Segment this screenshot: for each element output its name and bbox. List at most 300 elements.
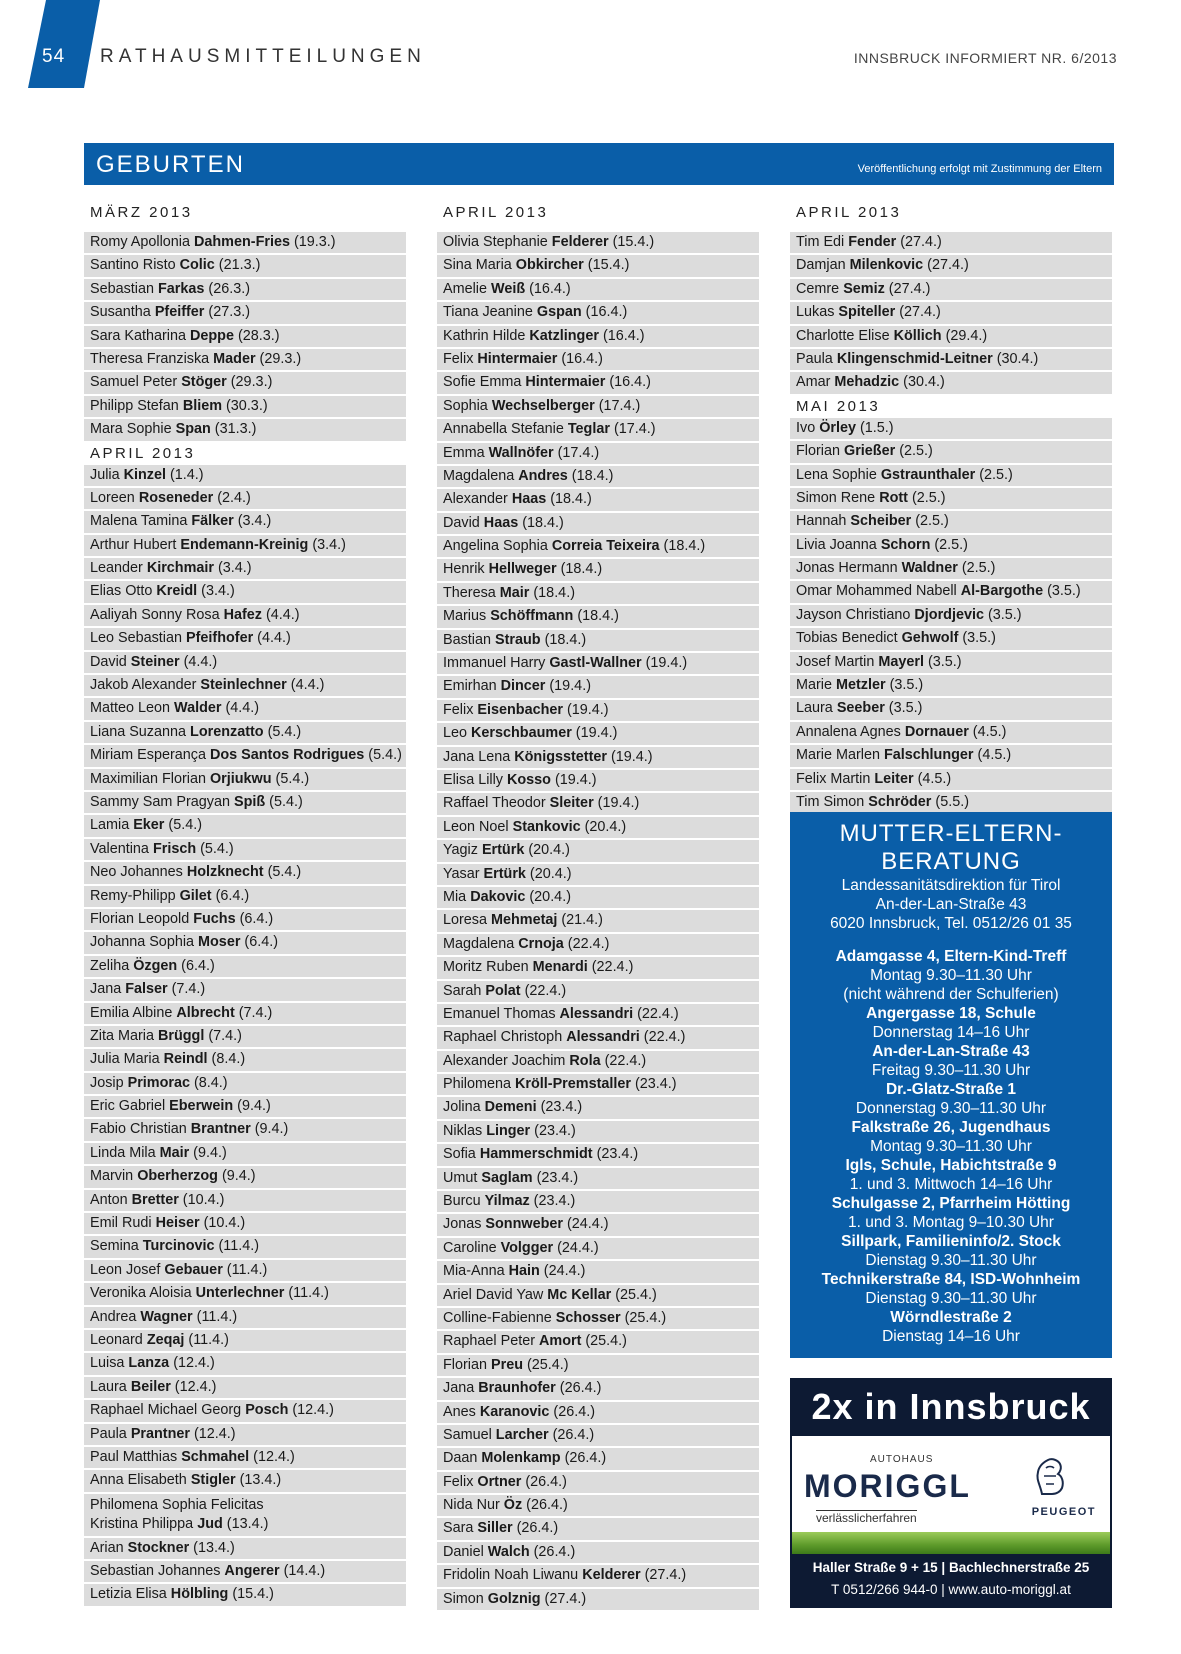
mb-location-time: 1. und 3. Mittwoch 14–16 Uhr: [849, 1176, 1053, 1193]
birth-date: (22.4.): [587, 959, 634, 976]
birth-entry: [437, 1402, 759, 1423]
surname: Djordjevic: [914, 606, 984, 623]
given-names: Lena Sophie: [796, 466, 881, 483]
surname: Al-Bargothe: [960, 583, 1044, 600]
mb-location-time: Donnerstag 9.30–11.30 Uhr: [855, 1100, 1047, 1117]
mb-location-time: (nicht während der Schulferien): [843, 986, 1059, 1003]
given-names: Julia Maria: [90, 1051, 164, 1068]
birth-entry: [437, 583, 759, 604]
given-names: Angelina Sophia: [443, 538, 552, 555]
birth-entry: [790, 581, 1112, 602]
birth-entry: [84, 698, 406, 719]
birth-entry: [84, 1026, 406, 1047]
birth-entry: [437, 1004, 759, 1025]
mb-location-name: Adamgasse 4, Eltern-Kind-Treff: [835, 948, 1067, 965]
birth-entry: [84, 769, 406, 790]
given-names: Felix: [443, 1473, 478, 1490]
given-names: Sina Maria: [443, 257, 516, 274]
given-names: Amar: [796, 374, 835, 391]
birth-date: (6.4.): [211, 887, 250, 904]
section-title: RATHAUSMITTEILUNGEN: [100, 46, 426, 67]
birth-date: (23.4.): [592, 1146, 639, 1163]
birth-date: (26.4.): [521, 1473, 567, 1490]
birth-entry: [790, 418, 1112, 439]
surname: Özgen: [133, 957, 178, 974]
birth-entry: [84, 792, 406, 813]
given-names: Felix Martin: [796, 770, 875, 787]
given-names: Jonas: [443, 1216, 486, 1233]
birth-entry: [437, 934, 759, 955]
surname: Heiser: [155, 1215, 200, 1232]
surname: Correia Teixeira: [551, 538, 660, 555]
given-names: Emma: [443, 444, 489, 461]
birth-entry: [437, 1144, 759, 1165]
birth-entry: [437, 1589, 759, 1610]
birth-entry: [437, 559, 759, 580]
given-names: Theresa Franziska: [90, 350, 214, 367]
birth-date: (2.5.): [975, 466, 1013, 483]
birth-entry: [84, 1096, 406, 1117]
birth-entry: [437, 396, 759, 417]
surname: Metzler: [835, 677, 886, 694]
birth-entry: [437, 255, 759, 276]
surname: Hafez: [223, 606, 262, 623]
birth-date: (12.4.): [170, 1378, 217, 1395]
birth-date: (10.4.): [178, 1191, 225, 1208]
birth-date: (25.4.): [581, 1333, 627, 1350]
surname: Hintermaier: [477, 350, 558, 367]
given-names: Leo: [443, 725, 472, 742]
birth-entry: [437, 817, 759, 838]
given-names: Marie Marlen: [796, 747, 884, 764]
birth-date: (26.4.): [555, 1380, 602, 1397]
given-names: Jakob Alexander: [90, 677, 201, 694]
birth-entry: [790, 255, 1112, 276]
surname: Stigler: [190, 1472, 236, 1489]
birth-date: (5.4.): [196, 840, 234, 857]
given-names: Yagiz: [443, 842, 482, 859]
given-names: Maximilian Florian: [90, 770, 210, 787]
mb-title-line-2: BERATUNG: [881, 848, 1021, 875]
birth-date: (17.4.): [609, 421, 656, 438]
given-names: Daan: [443, 1450, 482, 1467]
birth-date: (30.4.): [992, 350, 1039, 367]
birth-date: (3.5.): [885, 677, 924, 694]
birth-date: (29.3.): [255, 350, 302, 367]
given-names: Kathrin Hilde: [443, 327, 530, 344]
birth-date: (5.4.): [265, 793, 303, 810]
birth-date: (11.4.): [284, 1285, 329, 1302]
given-names: Cemre: [796, 280, 844, 297]
surname: Pfeifhofer: [186, 630, 254, 647]
mutter-eltern-beratung-box: [790, 812, 1112, 1358]
surname: Gspan: [536, 304, 582, 321]
birth-entry: [84, 815, 406, 836]
surname: Alessandri: [566, 1029, 640, 1046]
given-names: Valentina: [90, 840, 153, 857]
birth-date: (27.4.): [640, 1567, 687, 1584]
birth-entry: [437, 1448, 759, 1469]
surname: Kirchmair: [146, 560, 214, 577]
given-names: Marvin: [90, 1168, 138, 1185]
given-names: Zita Maria: [90, 1027, 158, 1044]
ad-address: Haller Straße 9 + 15 | Bachlechnerstraße 25: [812, 1560, 1090, 1575]
birth-list: [84, 465, 406, 1606]
birth-date: (15.4.): [608, 234, 655, 250]
birth-entry: [790, 279, 1112, 300]
surname: Polat: [485, 982, 521, 999]
mb-location-name: Angergasse 18, Schule: [866, 1005, 1036, 1022]
birth-date: (26.4.): [522, 1497, 568, 1514]
given-names: Tiana Jeanine: [443, 304, 537, 321]
surname: Haas: [511, 491, 547, 508]
birth-date: (23.4.): [529, 1193, 576, 1210]
birth-entry: [84, 326, 406, 347]
surname: Fälker: [191, 513, 234, 530]
mb-location-time: Dienstag 9.30–11.30 Uhr: [865, 1252, 1037, 1269]
birth-date: (13.4.): [222, 1515, 269, 1532]
birth-entry: [437, 676, 759, 697]
surname: Stankovic: [512, 818, 581, 835]
birth-date: (15.4.): [583, 257, 630, 274]
birth-entry: [84, 1538, 406, 1559]
given-names: Mia-Anna: [443, 1263, 509, 1280]
birth-entry: [84, 1400, 406, 1421]
birth-date: (19.4.): [562, 701, 609, 718]
birth-entry: [437, 700, 759, 721]
birth-date: (19.4.): [545, 678, 591, 695]
given-names: Fabio Christian: [90, 1121, 191, 1138]
surname: Fuchs: [193, 910, 236, 927]
birth-entry: [790, 792, 1112, 813]
birth-entry: [84, 558, 406, 579]
birth-entry: [84, 1584, 406, 1605]
surname: Wallnöfer: [488, 444, 554, 461]
birth-date: (9.4.): [250, 1121, 289, 1138]
birth-date: (2.5.): [895, 443, 933, 460]
birth-date: (19.4.): [606, 748, 653, 765]
birth-entry: [437, 443, 759, 464]
given-names: Livia Joanna: [796, 536, 881, 553]
surname: Scheiber: [850, 513, 912, 530]
birth-list: [790, 232, 1112, 394]
birth-date: (5.4.): [364, 747, 402, 764]
banner-title: GEBURTEN: [96, 151, 245, 178]
given-names: Annalena Agnes: [796, 723, 905, 740]
given-names: Caroline: [443, 1239, 501, 1256]
surname: Kelderer: [582, 1567, 641, 1584]
surname: Mader: [213, 350, 256, 367]
surname: Dakovic: [470, 888, 526, 905]
given-names: Charlotte Elise: [796, 327, 894, 344]
births-column-2: [437, 198, 759, 1612]
surname: Dornauer: [904, 723, 969, 740]
given-names: Laura: [796, 700, 837, 717]
given-names: Raffael Theodor: [443, 795, 550, 812]
given-names: Daniel: [443, 1543, 488, 1560]
birth-list: [790, 418, 1112, 814]
given-names: Alexander: [443, 491, 512, 508]
surname: Wagner: [140, 1308, 193, 1325]
surname: Leiter: [874, 770, 914, 787]
birth-date: (5.4.): [263, 723, 302, 740]
birth-date: (27.4.): [884, 280, 931, 297]
given-names: Raphael Christoph: [443, 1029, 567, 1046]
given-names: Samuel: [443, 1426, 496, 1443]
birth-date: (9.4.): [217, 1168, 256, 1185]
birth-entry: [437, 232, 759, 253]
birth-date: (27.3.): [204, 304, 250, 321]
mb-location-name: Igls, Schule, Habichtstraße 9: [845, 1157, 1057, 1174]
birth-list: [84, 232, 406, 441]
mb-location-name: Falkstraße 26, Jugendhaus: [851, 1119, 1051, 1136]
given-names: Florian: [796, 443, 844, 460]
birth-date: (27.4.): [540, 1590, 587, 1607]
birth-date: (12.4.): [249, 1448, 295, 1465]
birth-date: (3.4.): [197, 583, 235, 600]
given-names: Susantha: [90, 304, 155, 321]
given-names: Tim Simon: [796, 793, 869, 810]
given-names: Santino Risto: [90, 257, 180, 274]
birth-entry: [437, 793, 759, 814]
birth-date: (5.4.): [164, 817, 203, 834]
births-banner: [84, 143, 1114, 185]
surname: Waldner: [901, 560, 958, 577]
month-heading: APRIL 2013: [90, 444, 196, 462]
birth-date: (30.4.): [899, 374, 945, 391]
surname: Walder: [174, 700, 222, 717]
birth-date: (26.4.): [548, 1426, 595, 1443]
birth-entry: [790, 769, 1112, 790]
birth-entry: [437, 1308, 759, 1329]
given-names: Sara Katharina: [90, 327, 190, 344]
birth-entry: [437, 372, 759, 393]
birth-date: (21.3.): [214, 257, 261, 274]
given-names: Emil Rudi: [90, 1215, 156, 1232]
birth-date: (26.3.): [204, 280, 251, 297]
birth-entry: [790, 488, 1112, 509]
given-names: Eric Gabriel: [90, 1098, 170, 1115]
given-names: Burcu: [443, 1193, 485, 1210]
birth-date: (20.4.): [525, 888, 571, 905]
birth-entry: [84, 1003, 406, 1024]
surname: Spiß: [233, 793, 266, 810]
birth-date: (18.4.): [546, 491, 592, 508]
birth-date: (19.3.): [289, 234, 336, 250]
given-names: Andrea: [90, 1308, 141, 1325]
birth-entry: [84, 605, 406, 626]
given-names: Magdalena: [443, 935, 519, 952]
surname: Ortner: [477, 1473, 522, 1490]
surname: Gstraunthaler: [880, 466, 976, 483]
surname: Dahmen-Fries: [194, 234, 290, 250]
birth-entry: [84, 1424, 406, 1445]
surname: Falser: [125, 981, 168, 998]
birth-entry: [437, 1542, 759, 1563]
birth-entry: [84, 909, 406, 930]
birth-entry: [790, 511, 1112, 532]
birth-entry: [84, 372, 406, 393]
surname: Jud: [197, 1515, 223, 1532]
birth-entry: [84, 1190, 406, 1211]
birth-date: (17.4.): [594, 397, 641, 414]
surname: Weiß: [491, 280, 526, 297]
mb-location-time: Freitag 9.30–11.30 Uhr: [871, 1062, 1031, 1079]
given-names: Philipp Stefan: [90, 397, 183, 414]
mb-location-name: Sillpark, Familieninfo/2. Stock: [841, 1233, 1061, 1250]
surname: Menardi: [532, 959, 588, 976]
birth-date: (4.5.): [968, 723, 1007, 740]
given-names: Lamia: [90, 817, 134, 834]
given-names: Marius: [443, 608, 491, 625]
birth-entry: [437, 653, 759, 674]
surname: Örley: [819, 419, 857, 436]
birth-date: (3.5.): [884, 700, 923, 717]
given-names: Elias Otto: [90, 583, 157, 600]
given-names: Florian Leopold: [90, 910, 194, 927]
birth-entry: [84, 1330, 406, 1351]
surname: Mc Kellar: [547, 1286, 612, 1303]
surname: Köllich: [893, 327, 942, 344]
given-names: Omar Mohammed Nabell: [796, 583, 961, 600]
given-names: Felix: [443, 701, 478, 718]
given-names: Emanuel Thomas: [443, 1005, 560, 1022]
given-names: Theresa: [443, 584, 500, 601]
birth-entry: [84, 1213, 406, 1234]
moriggl-ad[interactable]: [790, 1378, 1112, 1608]
given-names: Arthur Hubert: [90, 536, 181, 553]
given-names: Paula: [90, 1425, 131, 1442]
given-names: Mara Sophie: [90, 421, 176, 438]
birth-entry: [84, 1307, 406, 1328]
surname: Primorac: [127, 1074, 190, 1091]
surname: Siller: [477, 1520, 513, 1537]
birth-date: (12.4.): [169, 1355, 215, 1372]
birth-date: (30.3.): [222, 397, 268, 414]
mb-location-time: Donnerstag 14–16 Uhr: [872, 1024, 1030, 1041]
birth-date: (22.4.): [520, 982, 567, 999]
given-names: Raphael Michael Georg: [90, 1402, 246, 1419]
surname: Brüggl: [157, 1027, 205, 1044]
surname: Dos Santos Rodrigues: [209, 747, 365, 764]
surname: Gilet: [179, 887, 212, 904]
birth-date: (4.4.): [221, 700, 260, 717]
surname: Hellweger: [488, 561, 557, 578]
given-names: Luisa: [90, 1355, 129, 1372]
birth-entry: [790, 349, 1112, 370]
birth-entry: [437, 326, 759, 347]
surname: Felderer: [551, 234, 609, 250]
birth-entry: [84, 675, 406, 696]
given-names: Philomena: [443, 1076, 515, 1093]
given-names: Sebastian Johannes: [90, 1563, 225, 1580]
birth-date: (26.4.): [560, 1450, 607, 1467]
surname: Deppe: [190, 327, 234, 344]
birth-entry: [84, 1561, 406, 1582]
surname: Grießer: [844, 443, 896, 460]
surname: Wechselberger: [491, 397, 595, 414]
mb-location-name: Technikerstraße 84, ISD-Wohnheim: [821, 1271, 1081, 1288]
given-names: Immanuel Harry: [443, 655, 550, 672]
surname: Teglar: [567, 421, 610, 438]
surname: Öz: [503, 1497, 523, 1514]
birth-date: (27.4.): [895, 304, 941, 321]
given-names: Magdalena: [443, 467, 519, 484]
birth-date: (11.4.): [222, 1261, 268, 1278]
surname: Andres: [518, 467, 568, 484]
surname: Preu: [491, 1356, 523, 1373]
birth-entry: [84, 1353, 406, 1374]
given-names: Josef Martin: [796, 653, 879, 670]
surname: Eberwein: [169, 1098, 234, 1115]
birth-entry: [790, 745, 1112, 766]
birth-entry: [437, 1285, 759, 1306]
surname: Linger: [486, 1122, 531, 1139]
given-names: Kristina Philippa: [90, 1515, 198, 1532]
birth-date: (2.4.): [213, 489, 251, 506]
birth-entry: [437, 1097, 759, 1118]
surname: Stockner: [127, 1539, 190, 1556]
surname: Braunhofer: [478, 1380, 556, 1397]
surname: Mair: [159, 1144, 190, 1161]
surname: Straub: [495, 631, 541, 648]
given-names: Paul Matthias: [90, 1448, 182, 1465]
given-names: Miriam Esperança: [90, 747, 210, 764]
surname: Semiz: [843, 280, 885, 297]
birth-entry: [84, 628, 406, 649]
surname: Demeni: [484, 1099, 537, 1116]
given-names: Anes: [443, 1403, 480, 1420]
surname: Hain: [508, 1263, 540, 1280]
month-heading: MÄRZ 2013: [90, 204, 193, 221]
birth-date: (4.4.): [286, 677, 325, 694]
birth-date: (24.4.): [562, 1216, 609, 1233]
birth-entry: [437, 1191, 759, 1212]
birth-date: (7.4.): [167, 981, 206, 998]
given-names: Jana: [90, 981, 126, 998]
birth-date: (23.4.): [532, 1169, 579, 1186]
surname: Amort: [539, 1333, 582, 1350]
surname: Kinzel: [123, 466, 166, 483]
surname: Lorenzatto: [190, 723, 264, 740]
birth-entry: [790, 372, 1112, 393]
birth-date: (25.4.): [523, 1356, 569, 1373]
given-names: Letizia Elisa: [90, 1586, 171, 1603]
birth-entry: [437, 1472, 759, 1493]
month-heading: APRIL 2013: [443, 204, 549, 221]
birth-entry: [84, 1260, 406, 1281]
birth-date: (18.4.): [529, 584, 575, 601]
birth-entry: [84, 862, 406, 883]
surname: Eisenbacher: [477, 701, 563, 718]
birth-entry: [84, 302, 406, 323]
birth-entry: [437, 536, 759, 557]
birth-entry: [437, 1051, 759, 1072]
surname: Kosso: [506, 771, 551, 788]
mb-location-time: Dienstag 14–16 Uhr: [882, 1328, 1020, 1345]
surname: Ertürk: [481, 842, 525, 859]
given-names: Annabella Stefanie: [443, 421, 568, 438]
surname: Moser: [198, 934, 241, 951]
given-names: Colline-Fabienne: [443, 1309, 556, 1326]
given-names: Henrik: [443, 561, 489, 578]
birth-date: (16.4.): [557, 350, 603, 367]
birth-date: (8.4.): [207, 1051, 246, 1068]
surname: Hintermaier: [525, 374, 606, 391]
birth-date: (2.5.): [907, 489, 946, 506]
mb-location-name: Schulgasse 2, Pfarrheim Hötting: [831, 1195, 1071, 1212]
surname: Orjiukwu: [209, 770, 272, 787]
